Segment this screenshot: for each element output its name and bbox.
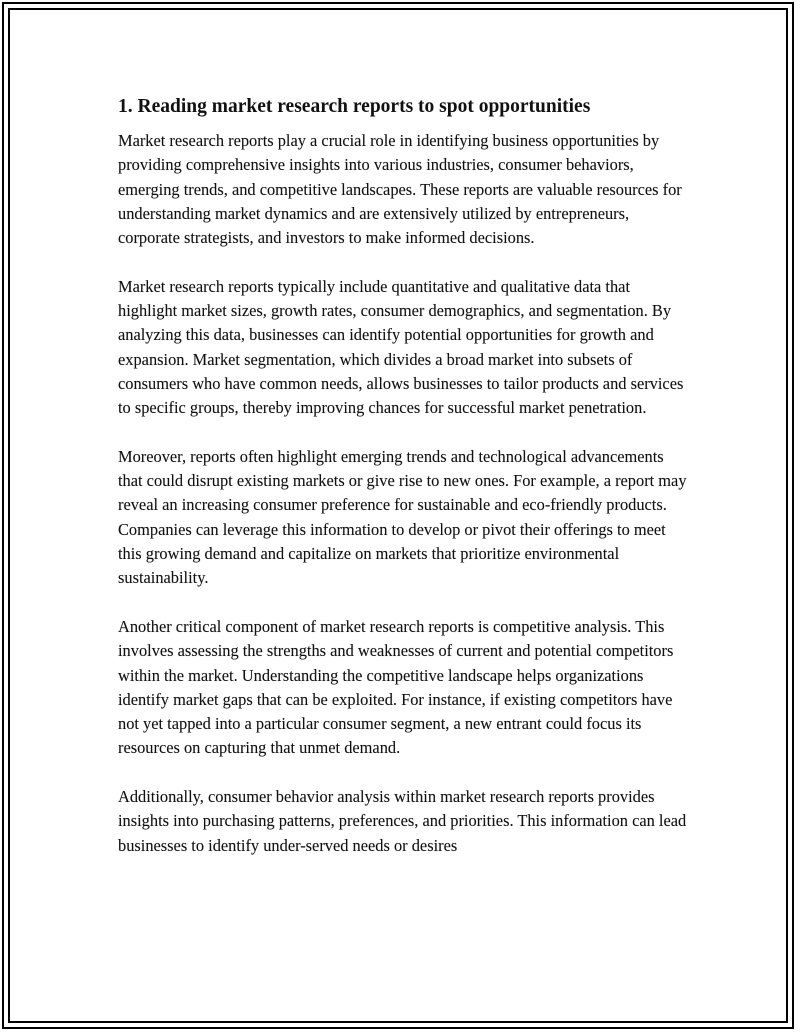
paragraph-5: Additionally, consumer behavior analysis within market research reports provides insights into purchasing patterns, preferences, and priorities. This information can lead businesses to identify under-served needs or desires — [118, 787, 687, 855]
paragraph-4: Another critical component of market research reports is competitive analysis. This involves assessing the strengths and weaknesses of current and potential competitors within the market. Understanding the competitive landscape helps organizations identify market gaps that can be exploited. For instance, if existing competitors have not yet tapped into a particular consumer segment, a new entrant could focus its resources on capturing that unmet demand. — [118, 616, 674, 758]
paragraph-1: Market research reports play a crucial role in identifying business opportunities by providing comprehensive insights into various industries, consumer behaviors, emerging trends, and competitive landscapes. These reports are valuable resources for understanding market dynamics and are extensively utilized by entrepreneurs, corporate strategists, and investors to make informed decisions. — [118, 131, 682, 248]
section-heading: 1. Reading market research reports to spot opportunities — [118, 96, 591, 117]
paragraph-3: Moreover, reports often highlight emerging trends and technological advancements that could disrupt existing markets or give rise to new ones. For example, a report may reveal an increasing consumer preference for sustainable and eco-friendly products. Companies can leverage this information to develop or pivot their offerings to meet this growing demand and capitalize on markets that prioritize environmental sustainability. — [118, 446, 687, 588]
document-body — [118, 94, 688, 882]
paragraph-2: Market research reports typically include quantitative and qualitative data that highlight market sizes, growth rates, consumer demographics, and segmentation. By analyzing this data, businesses can identify potential opportunities for growth and expansion. Market segmentation, which divides a broad market into subsets of consumers who have common needs, allows businesses to tailor products and services to specific groups, thereby improving chances for successful market penetration. — [118, 276, 684, 418]
